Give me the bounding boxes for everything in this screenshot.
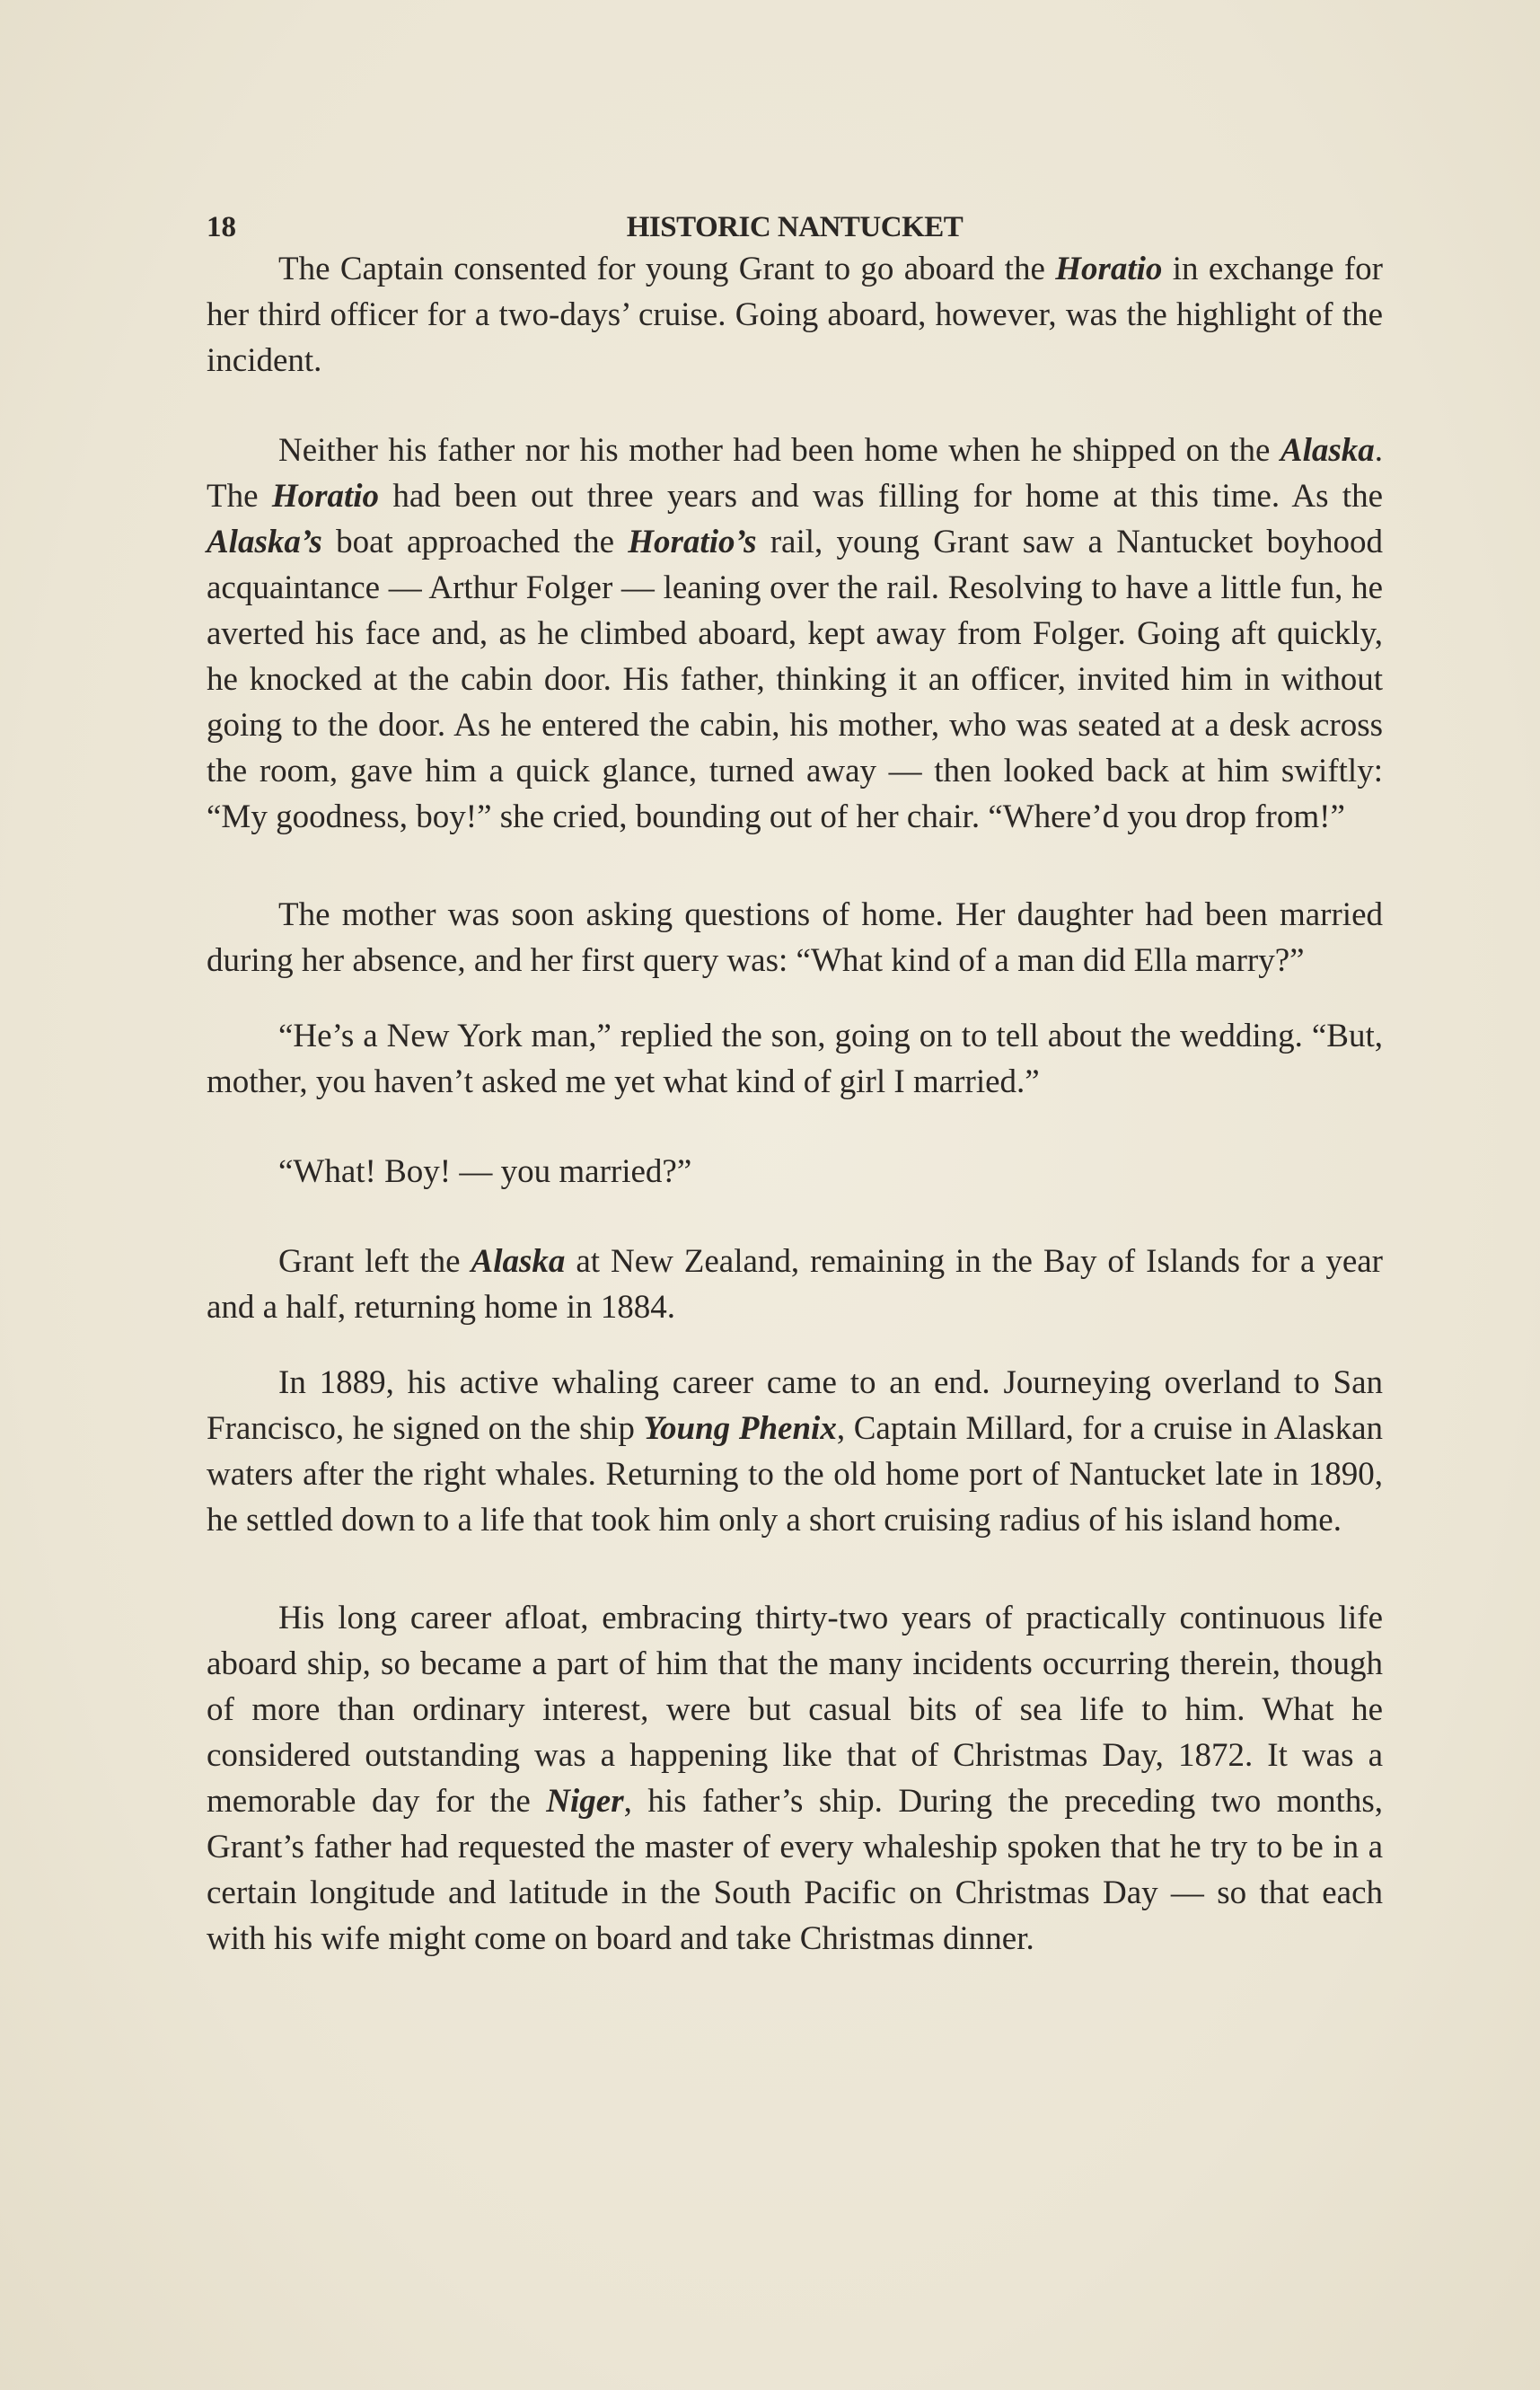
paragraph-1: [207, 246, 1383, 384]
text-run: , Captain Millard, for a cruise in Alaskan waters after the right whales. Returning to the old home port of Nantucket late in 1890, he settled down to a life that took him only a short cruising radius of his island home.: [207, 1410, 1383, 1539]
body-text: [207, 246, 1383, 1962]
text-run: The mother was soon asking questions of home. Her daughter had been married during her absence, and her first query was: “What kind of a man did Ella marry?”: [207, 896, 1383, 979]
text-run: , his father’s ship. During the preceding two months, Grant’s father had requested the master of every whaleship spoken that he try to be in a certain longitude and latitude in the South Pacific on Christmas Day — so that each with his wife might come on board and take Christmas dinner.: [207, 1783, 1383, 1957]
paragraph-8: [207, 1595, 1383, 1962]
text-run: boat approached the: [321, 524, 629, 560]
text-run: . The: [207, 432, 1383, 515]
paragraph-6: [207, 1239, 1383, 1330]
paragraph-3: [207, 892, 1383, 983]
ship-name: Horatio: [1055, 251, 1163, 287]
ship-name: Alaska: [1280, 432, 1375, 469]
paragraph-5: [207, 1149, 1383, 1195]
paragraph-4: [207, 1013, 1383, 1105]
running-title: HISTORIC NANTUCKET: [626, 211, 964, 243]
ship-name: Alaska: [471, 1243, 566, 1280]
text-run: had been out three years and was filling for home at this time. As the: [379, 478, 1383, 515]
ship-name: Horatio: [271, 478, 380, 515]
paragraph-2: [207, 428, 1383, 840]
ship-name: Alaska’s: [207, 524, 322, 560]
ship-name: Niger: [546, 1783, 624, 1820]
text-run: In 1889, his active whaling career came to an end. Journeying overland to San Francisco, he signed on the ship: [207, 1364, 1383, 1447]
ship-name: Horatio’s: [628, 524, 757, 560]
text-run: Neither his father nor his mother had been home when he shipped on the: [278, 432, 1280, 469]
text-run: at New Zealand, remaining in the Bay of Islands for a year and a half, returning home in 1884.: [207, 1243, 1383, 1326]
page-header: [207, 205, 1383, 250]
text-run: “What! Boy! — you married?”: [278, 1153, 692, 1190]
text-run: His long career afloat, embracing thirty-two years of practically continuous life aboard ship, so became a part of him that the many incidents occurring therein, though of more than ordinary interest, were but casual bits of sea life to him. What he considered outstanding was a happening like that of Christmas Day, 1872. It was a memorable day for the: [207, 1600, 1383, 1820]
text-run: The Captain consented for young Grant to go aboard the: [278, 251, 1056, 287]
text-run: “He’s a New York man,” replied the son, going on to tell about the wedding. “But, mother, you haven’t asked me yet what kind of girl I married.”: [207, 1018, 1383, 1100]
page-number: 18: [207, 211, 236, 243]
text-run: Grant left the: [278, 1243, 471, 1280]
ship-name: Young Phenix: [643, 1410, 837, 1447]
text-run: in exchange for her third officer for a two-days’ cruise. Going aboard, however, was the highlight of the incident.: [207, 251, 1383, 379]
paragraph-7: [207, 1360, 1383, 1543]
text-run: rail, young Grant saw a Nantucket boyhood acquaintance — Arthur Folger — leaning over the rail. Resolving to have a little fun, he averted his face and, as he climbed aboard, kept away from Folger. Going aft quickly, he knocked at the cabin door. His father, thinking it an officer, invited him in without going to the door. As he entered the cabin, his mother, who was seated at a desk across the room, gave him a quick glance, turned away — then looked back at him swiftly: “My goodness, boy!” she cried, bounding out of her chair. “Where’d you drop from!”: [207, 524, 1383, 835]
